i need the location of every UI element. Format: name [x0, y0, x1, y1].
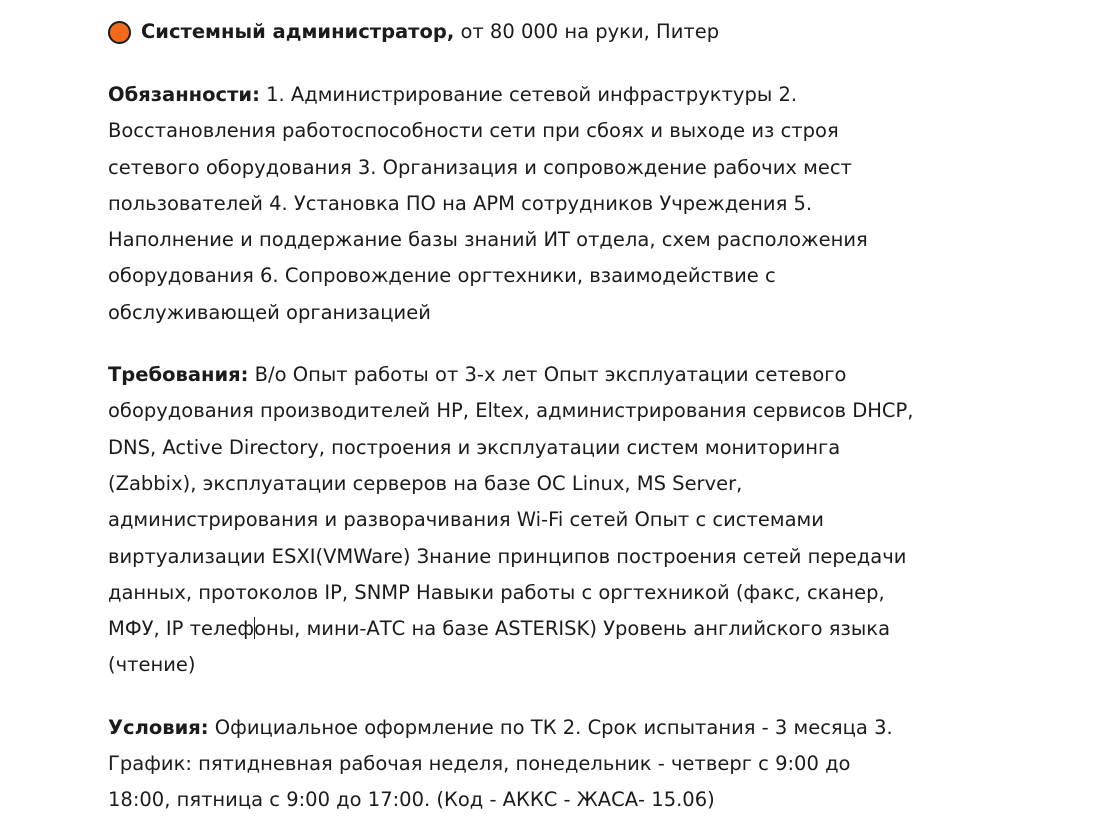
title-line: [108, 14, 918, 50]
orange-circle-icon: [108, 21, 131, 44]
conditions-label: Условия:: [108, 715, 209, 739]
job-details: от 80 000 на руки, Питер: [454, 19, 720, 43]
requirements-label: Требования:: [108, 363, 249, 387]
requirements-paragraph[interactable]: [108, 357, 918, 684]
requirements-text-end: оны, мини-АТС на базе ASTERISK) Уровень английского языка (чтение): [108, 617, 891, 677]
job-position: Системный администратор,: [141, 19, 455, 43]
conditions-text: Официальное оформление по ТК 2. Срок испытания - 3 месяца 3. График: пятидневная рабочая неделя, понедельник - четверг с 9:00 до 18:00, пятница с 9:00 до 17:00. (Код - АККС - ЖАСА- 15.06): [108, 715, 893, 812]
conditions-paragraph: [108, 710, 918, 819]
duties-text: 1. Администрирование сетевой инфраструктуры 2. Восстановления работоспособности сети при сбоях и выходе из строя сетевого оборудования 3. Организация и сопровождение рабочих мест пользователей 4. Установка ПО на АРМ сотрудников Учреждения 5. Наполнение и поддержание базы знаний ИТ отдела, схем расположения оборудования 6. Сопровождение оргтехники, взаимодействие с обслуживающей организацией: [108, 83, 868, 324]
job-post: [108, 14, 918, 819]
duties-paragraph: [108, 77, 918, 331]
title-text: [141, 14, 719, 50]
requirements-text-start: В/о Опыт работы от 3-х лет Опыт эксплуатации сетевого оборудования производителей HP, Eltex, администрирования сервисов DHCP, DNS, Active Directory, построения и эксплуатации систем мониторинга (Zabbix), эксплуатации серверов на базе ОС Linux, MS Server, администрирования и разворачивания Wi-Fi сетей Опыт с системами виртуализации ESXI(VMWare) Знание принципов построения сетей передачи данных, протоколов IP, SNMP Навыки работы с оргтехникой (факс, сканер, МФУ, IP телеф: [108, 363, 914, 641]
duties-label: Обязанности:: [108, 83, 260, 106]
